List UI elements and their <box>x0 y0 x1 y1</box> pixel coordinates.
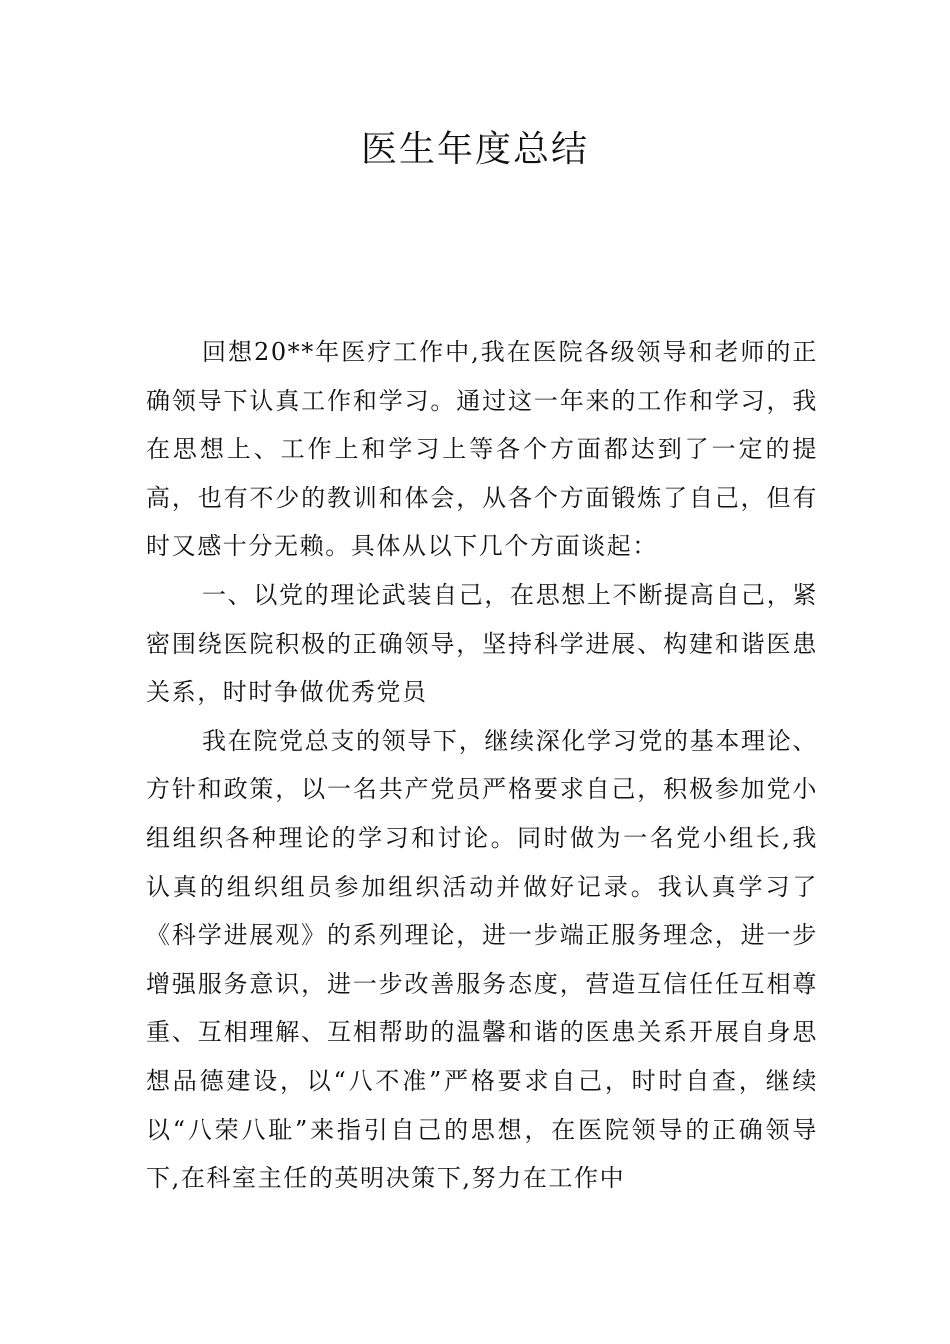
document-body <box>146 328 818 1203</box>
paragraph-intro: 回想20**年医疗工作中,我在医院各级领导和老师的正确领导下认真工作和学习。通过这一年来的工作和学习，我在思想上、工作上和学习上等各个方面都达到了一定的提高，也有不少的教训和体会，从各个方面锻炼了自己，但有时又感十分无赖。具体从以下几个方面谈起： <box>146 338 818 561</box>
paragraph-party-study: 我在院党总支的领导下，继续深化学习党的基本理论、方针和政策，以一名共产党员严格要求自己，积极参加党小组组织各种理论的学习和讨论。同时做为一名党小组长,我认真的组织组员参加组织活动并做好记录。我认真学习了《科学进展观》的系列理论，进一步端正服务理念，进一步增强服务意识，进一步改善服务态度，营造互信任任互相尊重、互相理解、互相帮助的温馨和谐的医患关系开展自身思想品德建设，以“八不准”严格要求自己，时时自查，继续以“八荣八耻”来指引自己的思想，在医院领导的正确领导下,在科室主任的英明决策下,努力在工作中 <box>146 726 818 1193</box>
document-title: 医生年度总结 <box>360 129 589 170</box>
paragraph-section-one-heading: 一、以党的理论武装自己，在思想上不断提高自己，紧密围绕医院积极的正确领导，坚持科学进展、构建和谐医患关系，时时争做优秀党员 <box>146 580 818 707</box>
